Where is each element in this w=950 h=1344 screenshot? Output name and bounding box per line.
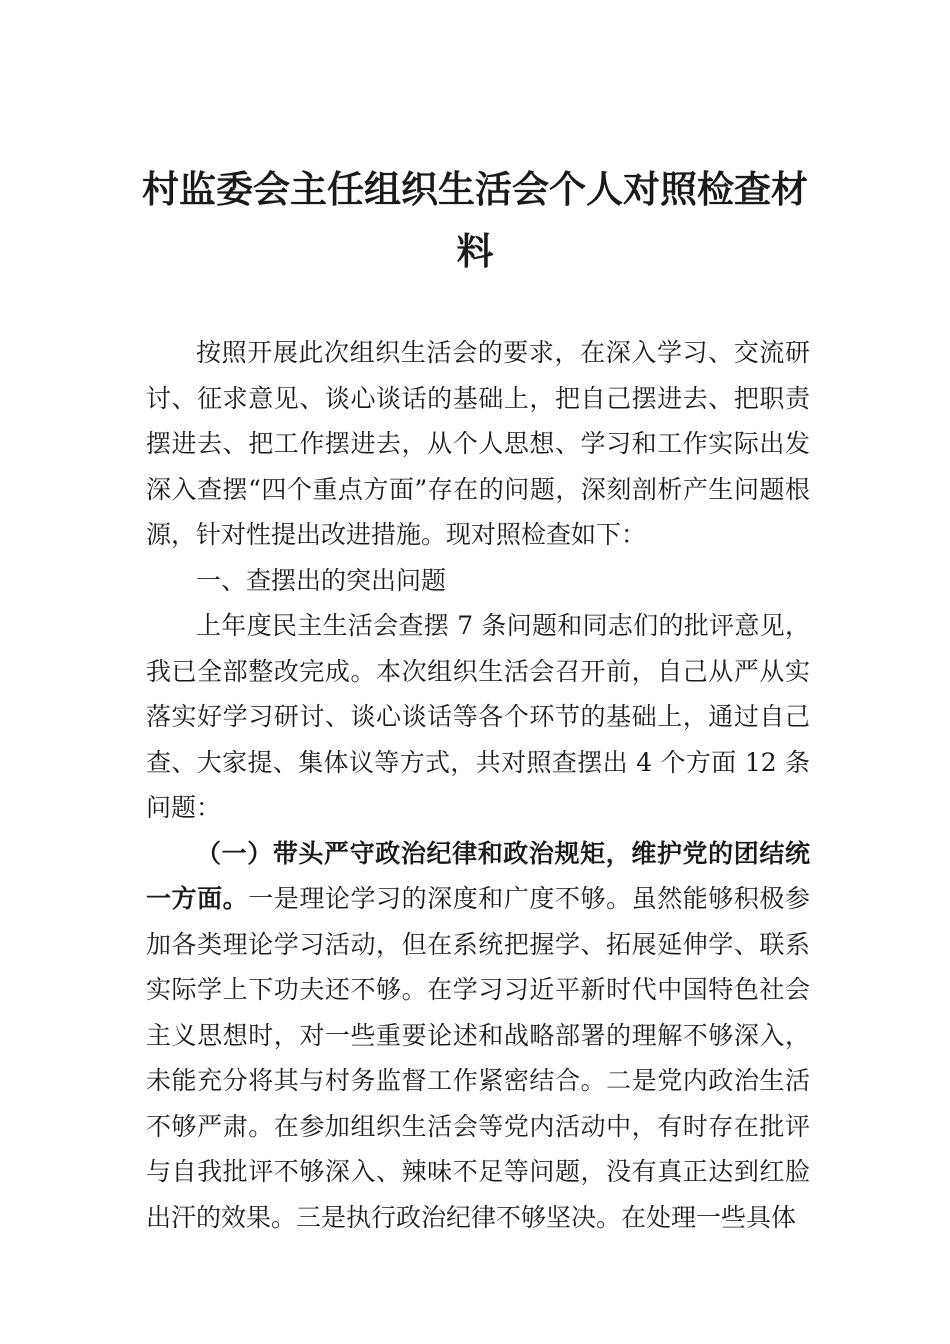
subsection-text: 一是理论学习的深度和广度不够。虽然能够积极参加各类理论学习活动，但在系统把握学、拓展延伸学、联系实际学上下功夫还不够。在学习习近平新时代中国特色社会主义思想时，对一些重要论述和战略部署的理解不够深入，未能充分将其与村务监督工作紧密结合。二是党内政治生活不够严肃。在参加组织生活会等党内活动中，有时存在批评与自我批评不够深入、辣味不足等问题，没有真正达到红脸出汗的效果。三是执行政治纪律不够坚决。在处理一些具体	[146, 884, 810, 1232]
subsection-paragraph	[146, 831, 810, 1241]
section-heading: 一、查摆出的突出问题	[196, 565, 447, 595]
intro-paragraph: 按照开展此次组织生活会的要求，在深入学习、交流研讨、征求意见、谈心谈话的基础上，把自己摆进去、把职责摆进去、把工作摆进去，从个人思想、学习和工作实际出发深入查摆“四个重点方面”存在的问题，深刻剖析产生问题根源，针对性提出改进措施。现对照检查如下：	[146, 338, 810, 549]
subsection-heading: （一）带头严守政治纪律和政治规矩，维护党的团结统一方面。	[146, 838, 810, 913]
document-title: 村监委会主任组织生活会个人对照检查材料	[142, 167, 808, 273]
section-paragraph: 上年度民主生活会查摆 7 条问题和同志们的批评意见，我已全部整改完成。本次组织生活会召开前，自己从严从实落实好学习研讨、谈心谈话等各个环节的基础上，通过自己查、大家提、集体议等方式，共对照查摆出 4 个方面 12 条问题：	[146, 611, 810, 822]
document-body	[146, 330, 810, 1240]
